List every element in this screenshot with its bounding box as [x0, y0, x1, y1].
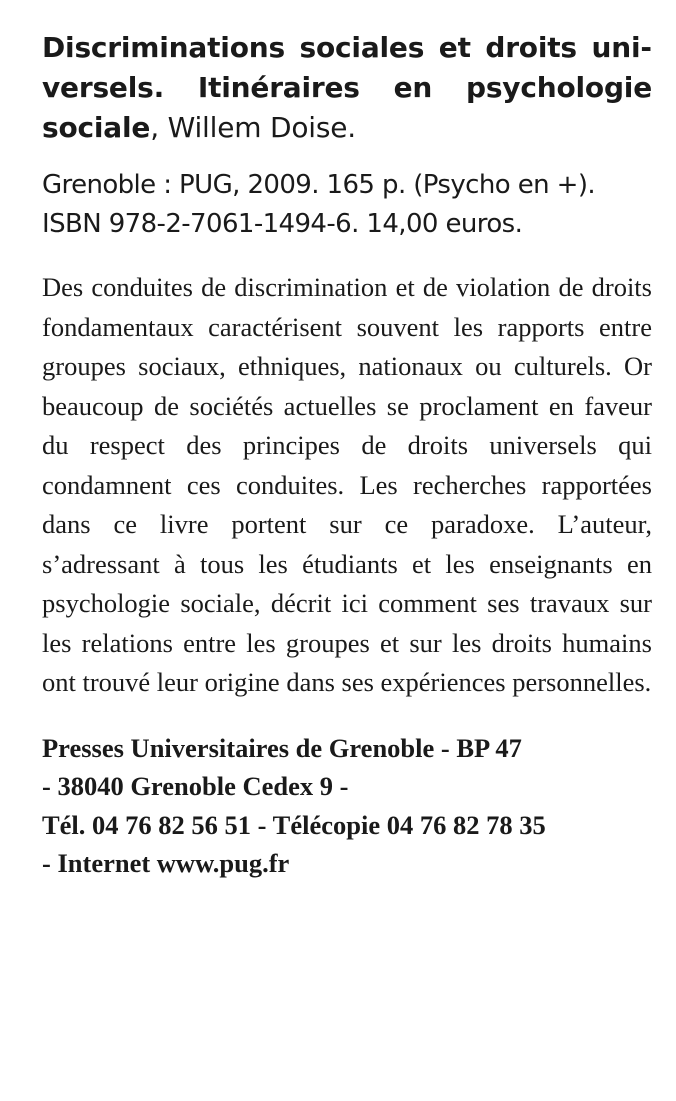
publisher-website: - Internet www.pug.fr: [42, 848, 290, 878]
book-title: Discriminations sociales et droits universels. Itinéraires en psychologie sociale: [42, 31, 652, 144]
publisher-name: Presses Universitaires de Grenoble - BP 47: [42, 732, 522, 763]
publisher-contact: [42, 729, 652, 883]
book-review: [42, 28, 652, 883]
book-description: Des conduites de discrimination et de violation de droits fondamentaux caractérisent souvent les rapports entre groupes sociaux, ethniques, nationaux ou culturels. Or beaucoup de sociétés actuelles se proclament en faveur du respect des principes de droits universels qui condamnent ces conduites. Les recherches rapportées dans ce livre portent sur ce paradoxe. L’auteur, s’adressant à tous les étudiants et les enseignants en psychologie sociale, décrit ici comment ses travaux sur les relations entre les groupes et sur les droits humains ont trouvé leur origine dans ses expériences personnelles.: [42, 272, 652, 697]
isbn-price: ISBN 978-2-7061-1494-6. 14,00 euros.: [42, 209, 523, 239]
book-author: Willem Doise.: [167, 111, 356, 144]
publisher-address: - 38040 Grenoble Cedex 9 -: [42, 771, 349, 801]
title-separator: ,: [150, 111, 168, 144]
publisher-phone-fax: Tél. 04 76 82 56 51 - Télécopie 04 76 82 78 35: [42, 809, 546, 840]
publication-details: Grenoble : PUG, 2009. 165 p. (Psycho en +).: [42, 170, 596, 200]
book-heading: [42, 28, 652, 148]
publication-info: [42, 166, 652, 244]
